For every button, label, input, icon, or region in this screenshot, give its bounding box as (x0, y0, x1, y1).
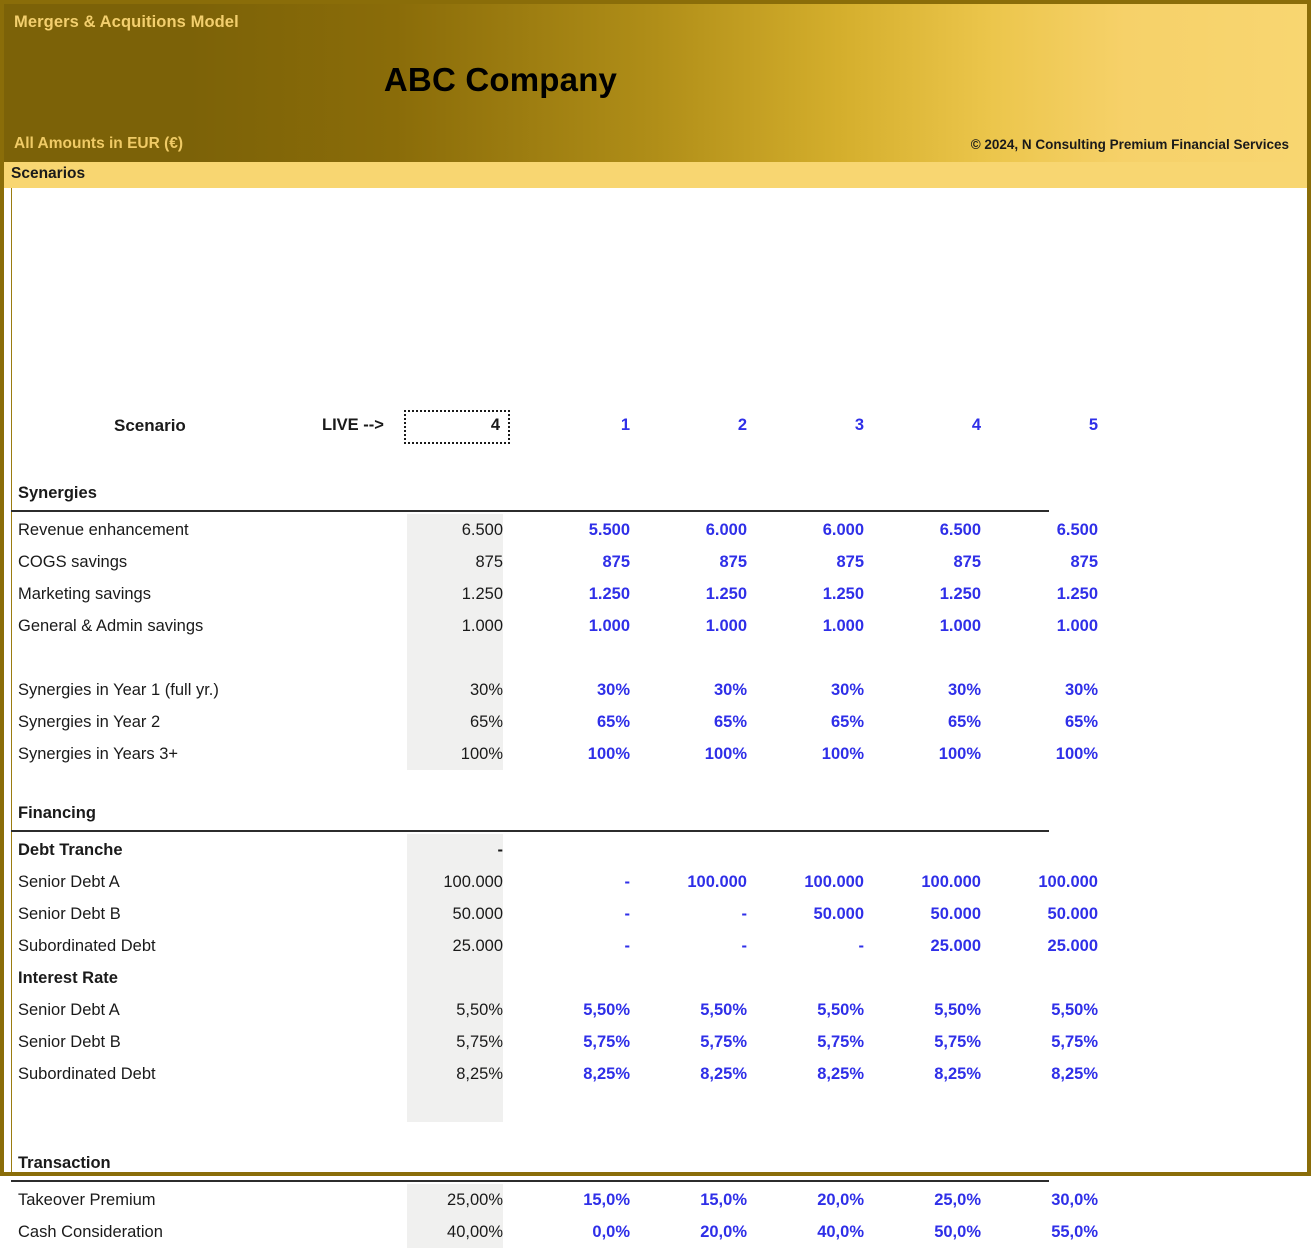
scenario-column-header-3[interactable]: 3 (854, 416, 864, 434)
live-value-cell[interactable]: 8,25% (456, 1065, 503, 1083)
row-label: General & Admin savings (18, 617, 204, 635)
live-value-cell[interactable]: 25.000 (452, 937, 503, 955)
table-row (4, 514, 1307, 546)
row-label: Interest Rate (18, 969, 118, 987)
row-label: Debt Tranche (18, 841, 123, 859)
scenario-value-cell[interactable]: - (741, 937, 747, 955)
live-value-cell[interactable]: 65% (469, 713, 503, 731)
row-label: Senior Debt B (18, 905, 121, 923)
live-value-cell[interactable]: 40,00% (447, 1223, 503, 1241)
table-row (4, 834, 1307, 866)
scenario-value-cell[interactable]: 25,0% (934, 1191, 981, 1209)
scenario-value-cell[interactable]: 20,0% (817, 1191, 864, 1209)
live-value-cell[interactable]: 875 (475, 553, 503, 571)
scenario-value-cell[interactable]: 6.500 (939, 521, 981, 539)
row-label: Synergies in Year 2 (18, 713, 161, 731)
table-row (4, 1026, 1307, 1058)
scenario-value-cell[interactable]: 50.000 (1047, 905, 1098, 923)
scenario-value-cell[interactable]: 1.250 (588, 585, 630, 603)
scenario-value-cell[interactable]: 6.000 (705, 521, 747, 539)
table-row (4, 738, 1307, 770)
scenario-column-header-4[interactable]: 4 (971, 416, 981, 434)
scenario-value-cell[interactable]: 8,25% (817, 1065, 864, 1083)
live-value-cell[interactable]: 5,75% (456, 1033, 503, 1051)
section-rule (11, 510, 1049, 512)
scenario-value-cell[interactable]: 5,50% (700, 1001, 747, 1019)
scenario-value-cell[interactable]: - (624, 873, 630, 891)
scenario-value-cell[interactable]: 5,75% (583, 1033, 630, 1051)
scenario-value-cell[interactable]: 30,0% (1051, 1191, 1098, 1209)
scenario-value-cell[interactable]: 5,50% (1051, 1001, 1098, 1019)
scenario-value-cell[interactable]: 6.500 (1056, 521, 1098, 539)
scenario-value-cell[interactable]: 100.000 (687, 873, 747, 891)
table-row (4, 674, 1307, 706)
scenario-value-cell[interactable]: 1.000 (822, 617, 864, 635)
row-label: Subordinated Debt (18, 1065, 156, 1083)
row-label: Subordinated Debt (18, 937, 156, 955)
live-value-cell[interactable]: 100% (460, 745, 503, 763)
scenario-value-cell[interactable]: 100.000 (921, 873, 981, 891)
scenario-value-cell[interactable]: 8,25% (583, 1065, 630, 1083)
scenario-value-cell[interactable]: 5,75% (700, 1033, 747, 1051)
scenario-row-label: Scenario (114, 416, 186, 435)
scenario-value-cell[interactable]: 65% (596, 713, 630, 731)
scenario-column-header-2[interactable]: 2 (737, 416, 747, 434)
table-row (4, 578, 1307, 610)
table-row (4, 962, 1307, 994)
scenario-value-cell[interactable]: 8,25% (1051, 1065, 1098, 1083)
table-row (4, 642, 1307, 674)
scenario-column-header-1[interactable]: 1 (620, 416, 630, 434)
live-value-cell[interactable]: 30% (469, 681, 503, 699)
scenario-value-cell[interactable]: 875 (1070, 553, 1098, 571)
scenario-value-cell[interactable]: 30% (830, 681, 864, 699)
row-label: Senior Debt A (18, 1001, 120, 1019)
scenario-value-cell[interactable]: 100.000 (1038, 873, 1098, 891)
table-row (4, 1058, 1307, 1090)
scenario-value-cell[interactable]: 40,0% (817, 1223, 864, 1241)
scenario-value-cell[interactable]: 875 (953, 553, 981, 571)
table-row (4, 706, 1307, 738)
scenario-value-cell[interactable]: 0,0% (592, 1223, 630, 1241)
live-scenario-value: 4 (490, 416, 500, 434)
scenario-column-header-5[interactable]: 5 (1088, 416, 1098, 434)
scenario-value-cell[interactable]: 5,50% (817, 1001, 864, 1019)
scenario-value-cell[interactable]: 25.000 (930, 937, 981, 955)
live-value-cell[interactable]: 5,50% (456, 1001, 503, 1019)
scenario-value-cell[interactable]: - (741, 905, 747, 923)
scenario-value-cell[interactable]: 20,0% (700, 1223, 747, 1241)
scenario-value-cell[interactable]: 5,75% (1051, 1033, 1098, 1051)
scenario-value-cell[interactable]: 50.000 (930, 905, 981, 923)
table-row (4, 994, 1307, 1026)
copyright-notice: © 2024, N Consulting Premium Financial Services (970, 137, 1289, 152)
scenario-value-cell[interactable]: 5,75% (817, 1033, 864, 1051)
live-value-cell[interactable]: 1.250 (461, 585, 503, 603)
scenario-value-cell[interactable]: 15,0% (583, 1191, 630, 1209)
live-value-cell[interactable]: 25,00% (447, 1191, 503, 1209)
scenario-value-cell[interactable]: 875 (602, 553, 630, 571)
scenario-value-cell[interactable]: 1.000 (939, 617, 981, 635)
scenario-value-cell[interactable]: 100.000 (804, 873, 864, 891)
scenario-value-cell[interactable]: 100% (938, 745, 981, 763)
scenario-value-cell[interactable]: 15,0% (700, 1191, 747, 1209)
scenario-value-cell[interactable]: 30% (596, 681, 630, 699)
scenario-value-cell[interactable]: 100% (1055, 745, 1098, 763)
scenario-value-cell[interactable]: 50,0% (934, 1223, 981, 1241)
live-value-cell[interactable]: - (497, 841, 503, 859)
section-title-synergies: Synergies (18, 484, 97, 502)
scenario-value-cell[interactable]: 100% (704, 745, 747, 763)
scenario-value-cell[interactable]: 1.250 (822, 585, 864, 603)
scenario-value-cell[interactable]: 65% (947, 713, 981, 731)
sheet-body (4, 188, 1307, 1241)
row-label: Marketing savings (18, 585, 151, 603)
live-value-cell[interactable]: 50.000 (452, 905, 503, 923)
scenario-value-cell[interactable]: 100% (587, 745, 630, 763)
model-title: Mergers & Acquitions Model (14, 13, 239, 31)
table-row (4, 546, 1307, 578)
scenario-value-cell[interactable]: 1.000 (1056, 617, 1098, 635)
scenario-value-cell[interactable]: 6.000 (822, 521, 864, 539)
row-label: Synergies in Years 3+ (18, 745, 179, 763)
scenario-value-cell[interactable]: 8,25% (700, 1065, 747, 1083)
scenario-value-cell[interactable]: 8,25% (934, 1065, 981, 1083)
scenario-value-cell[interactable]: 5,50% (583, 1001, 630, 1019)
company-title: ABC Company (383, 61, 618, 98)
table-row (4, 866, 1307, 898)
row-label: Synergies in Year 1 (full yr.) (18, 681, 219, 699)
table-row (4, 610, 1307, 642)
section-rule (11, 1180, 1049, 1182)
scenario-value-cell[interactable]: 1.250 (939, 585, 981, 603)
live-value-cell[interactable]: 1.000 (461, 617, 503, 635)
scenario-value-cell[interactable]: - (624, 905, 630, 923)
scenario-value-cell[interactable]: 30% (713, 681, 747, 699)
section-title-transaction: Transaction (18, 1154, 111, 1172)
scenario-value-cell[interactable]: - (624, 937, 630, 955)
scenario-value-cell[interactable]: 1.250 (1056, 585, 1098, 603)
scenario-value-cell[interactable]: 1.250 (705, 585, 747, 603)
live-arrow-label: LIVE --> (322, 416, 384, 434)
row-label: Senior Debt B (18, 1033, 121, 1051)
scenario-value-cell[interactable]: 5,50% (934, 1001, 981, 1019)
live-scenario-input[interactable] (404, 410, 510, 444)
scenario-value-cell[interactable]: 30% (947, 681, 981, 699)
table-row (4, 930, 1307, 962)
currency-note: All Amounts in EUR (€) (14, 135, 184, 152)
scenario-value-cell[interactable]: 100% (821, 745, 864, 763)
scenario-value-cell[interactable]: - (858, 937, 864, 955)
scenario-value-cell[interactable]: 65% (830, 713, 864, 731)
scenario-value-cell[interactable]: 1.000 (705, 617, 747, 635)
scenarios-bar-label: Scenarios (11, 165, 86, 182)
scenario-value-cell[interactable]: 25.000 (1047, 937, 1098, 955)
scenario-value-cell[interactable]: 5.500 (588, 521, 630, 539)
scenario-value-cell[interactable]: 5,75% (934, 1033, 981, 1051)
section-title-financing: Financing (18, 804, 96, 822)
scenario-value-cell[interactable]: 30% (1064, 681, 1098, 699)
live-value-cell[interactable]: 6.500 (461, 521, 503, 539)
scenario-value-cell[interactable]: 55,0% (1051, 1223, 1098, 1241)
row-label: Senior Debt A (18, 873, 120, 891)
table-row (4, 1184, 1307, 1216)
scenarios-section-bar (4, 162, 1307, 188)
scenario-value-cell[interactable]: 875 (836, 553, 864, 571)
row-label: COGS savings (18, 553, 128, 571)
header-band (4, 4, 1307, 162)
row-label: Cash Consideration (18, 1223, 163, 1241)
scenario-value-cell[interactable]: 1.000 (588, 617, 630, 635)
row-label: Revenue enhancement (18, 521, 189, 539)
table-row (4, 1216, 1307, 1248)
scenario-value-cell[interactable]: 65% (1064, 713, 1098, 731)
live-value-cell[interactable]: 100.000 (443, 873, 503, 891)
section-rule (11, 830, 1049, 832)
scenario-value-cell[interactable]: 50.000 (813, 905, 864, 923)
row-label: Takeover Premium (18, 1191, 156, 1209)
table-row (4, 898, 1307, 930)
scenario-value-cell[interactable]: 65% (713, 713, 747, 731)
scenario-value-cell[interactable]: 875 (719, 553, 747, 571)
